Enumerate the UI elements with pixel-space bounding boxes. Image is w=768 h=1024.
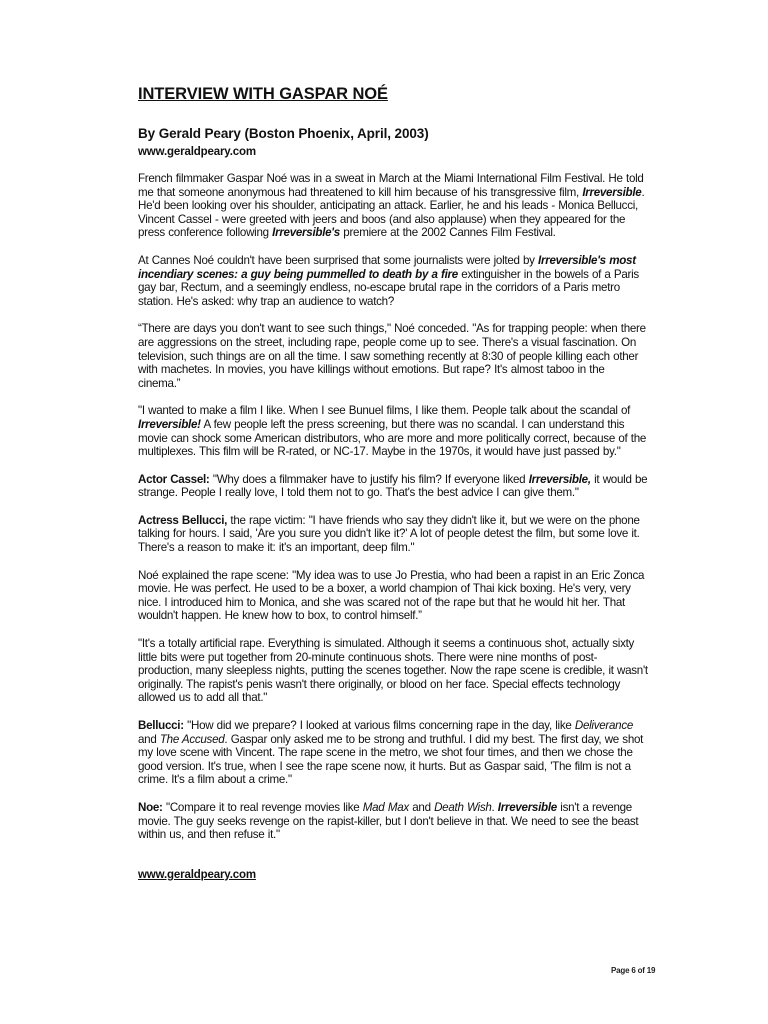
emphasis-run: Irreversible's bbox=[272, 226, 340, 240]
emphasis-run: Irreversible! bbox=[138, 417, 201, 431]
emphasis-run: Irreversible's most incendiary scenes: a guy being pummelled to death by a fire bbox=[138, 253, 636, 281]
text-run: "Compare it to real revenge movies like bbox=[162, 800, 363, 814]
text-run: isn't a revenge movie. The guy seeks revenge on the rapist-killer, but I don't believe in that. We need to see the beast within us, and then refuse it." bbox=[138, 800, 639, 842]
article-body bbox=[138, 172, 650, 842]
text-run: the rape victim: "I have friends who say they didn't like it, but we were on the phone talking for hours. I said, 'Are you sure you didn't like it?' A lot of people detest the film, but some love it. There's a reason to make it: it's an important, deep film." bbox=[138, 513, 640, 555]
emphasis-run: Deliverance bbox=[574, 719, 633, 732]
text-run: "How did we prepare? I looked at various films concerning rape in the day, like bbox=[183, 719, 575, 732]
page-number: Page 6 of 19 bbox=[611, 966, 656, 975]
text-run: "Why does a filmmaker have to justify his film? If everyone liked bbox=[209, 472, 529, 486]
paragraph-7 bbox=[138, 569, 650, 623]
text-run: French filmmaker Gaspar Noé was in a sweat in March at the Miami International Film Festival. He told me that someone anonymous had threatened to kill him because of his transgressive film, bbox=[138, 172, 644, 199]
text-run: premiere at the 2002 Cannes Film Festival. bbox=[339, 226, 556, 240]
page-title: INTERVIEW WITH GASPAR NOÉ bbox=[138, 85, 388, 103]
emphasis-run: Death Wish bbox=[434, 800, 492, 814]
paragraph-5 bbox=[138, 473, 650, 500]
text-run: A few people left the press screening, but there was no scandal. I can understand this movie can shock some American distributors, who are more and more politically correct, because of the multiplexes. This film will be R-rated, or NC-17. Maybe in the 1970s, it would have just passed by." bbox=[138, 417, 647, 459]
emphasis-run: Irreversible bbox=[497, 800, 557, 814]
text-run: At Cannes Noé couldn't have been surprised that some journalists were jolted by bbox=[138, 253, 539, 267]
text-run: and bbox=[138, 732, 160, 746]
text-run: . He'd been looking over his shoulder, anticipating an attack. Earlier, he and his leads - Monica Bellucci, Vincent Cassel - were greeted with jeers and boos (and also applause) when they appeared for the press conference following bbox=[138, 185, 645, 240]
text-run: "It's a totally artificial rape. Everything is simulated. Although it seems a continuous shot, actually sixty little bits were put together from 20-minute continuous shots. There were nine months of post-production, many sleepless nights, putting the scenes together. Now the rape scene is credible, it wasn't originally. The rapist's penis wasn't there originally, or blood on her face. Special effects technology allowed us to add all that." bbox=[138, 637, 648, 705]
emphasis-run: Irreversible bbox=[582, 185, 642, 199]
paragraph-4 bbox=[138, 404, 650, 458]
paragraph-8 bbox=[138, 637, 650, 705]
text-run: it would be strange. People I really love, I told them not to go. That's the best advice I can give them." bbox=[138, 472, 648, 500]
text-run: Noé explained the rape scene: "My idea was to use Jo Prestia, who had been a rapist in an Eric Zonca movie. He was perfect. He used to be a boxer, a world champion of Thai kick boxing. He's very, very nice. I introduced him to Monica, and she was scared not of the rape but that he would hit her. That wouldn't happen. He knew how to box, to control himself.” bbox=[138, 568, 645, 623]
text-run: and bbox=[408, 800, 435, 814]
paragraph-1 bbox=[138, 172, 650, 240]
paragraph-10 bbox=[138, 801, 650, 842]
text-run: "I wanted to make a film I like. When I see Bunuel films, I like them. People talk about the scandal of bbox=[138, 404, 631, 418]
text-run: “There are days you don't want to see such things," Noé conceded. "As for trapping people: when there are aggressions on the street, including rape, people come up to see. There's a visual fascination. On television, such things are on all the time. I saw something recently at 8:30 of people killing each other with machetes. In movies, you have killings without emotions. But rape? It's almost taboo in the cinema.” bbox=[138, 322, 646, 390]
emphasis-run: Mad Max bbox=[362, 800, 409, 814]
emphasis-run: Noe: bbox=[138, 800, 163, 814]
emphasis-run: Bellucci: bbox=[138, 719, 184, 732]
paragraph-3 bbox=[138, 322, 650, 390]
site-link[interactable]: www.geraldpeary.com bbox=[138, 146, 256, 158]
emphasis-run: Irreversible, bbox=[528, 472, 591, 486]
footer-site-link[interactable]: www.geraldpeary.com bbox=[138, 868, 256, 881]
emphasis-run: The Accused bbox=[159, 732, 225, 746]
paragraph-2 bbox=[138, 254, 650, 308]
text-run: extinguisher in the bowels of a Paris gay bar, Rectum, and a seemingly endless, no-escape brutal rape in the corridors of a Paris metro station. He's asked: why trap an audience to watch? bbox=[138, 267, 639, 308]
byline: By Gerald Peary (Boston Phoenix, April, 2003) bbox=[138, 126, 429, 141]
emphasis-run: Actor Cassel: bbox=[138, 472, 210, 486]
text-run: . Gaspar only asked me to be strong and truthful. I did my best. The first day, we shot my love scene with Vincent. The rape scene in the metro, we shot four times, and then we chose the good version. It's true, when I see the rape scene now, it hurts. But as Gaspar said, 'The film is not a crime. It's a film about a crime." bbox=[138, 732, 644, 787]
emphasis-run: Actress Bellucci, bbox=[138, 513, 228, 527]
paragraph-9 bbox=[138, 719, 650, 787]
paragraph-6 bbox=[138, 514, 650, 555]
document-page bbox=[138, 84, 650, 883]
text-run: . bbox=[491, 800, 498, 814]
